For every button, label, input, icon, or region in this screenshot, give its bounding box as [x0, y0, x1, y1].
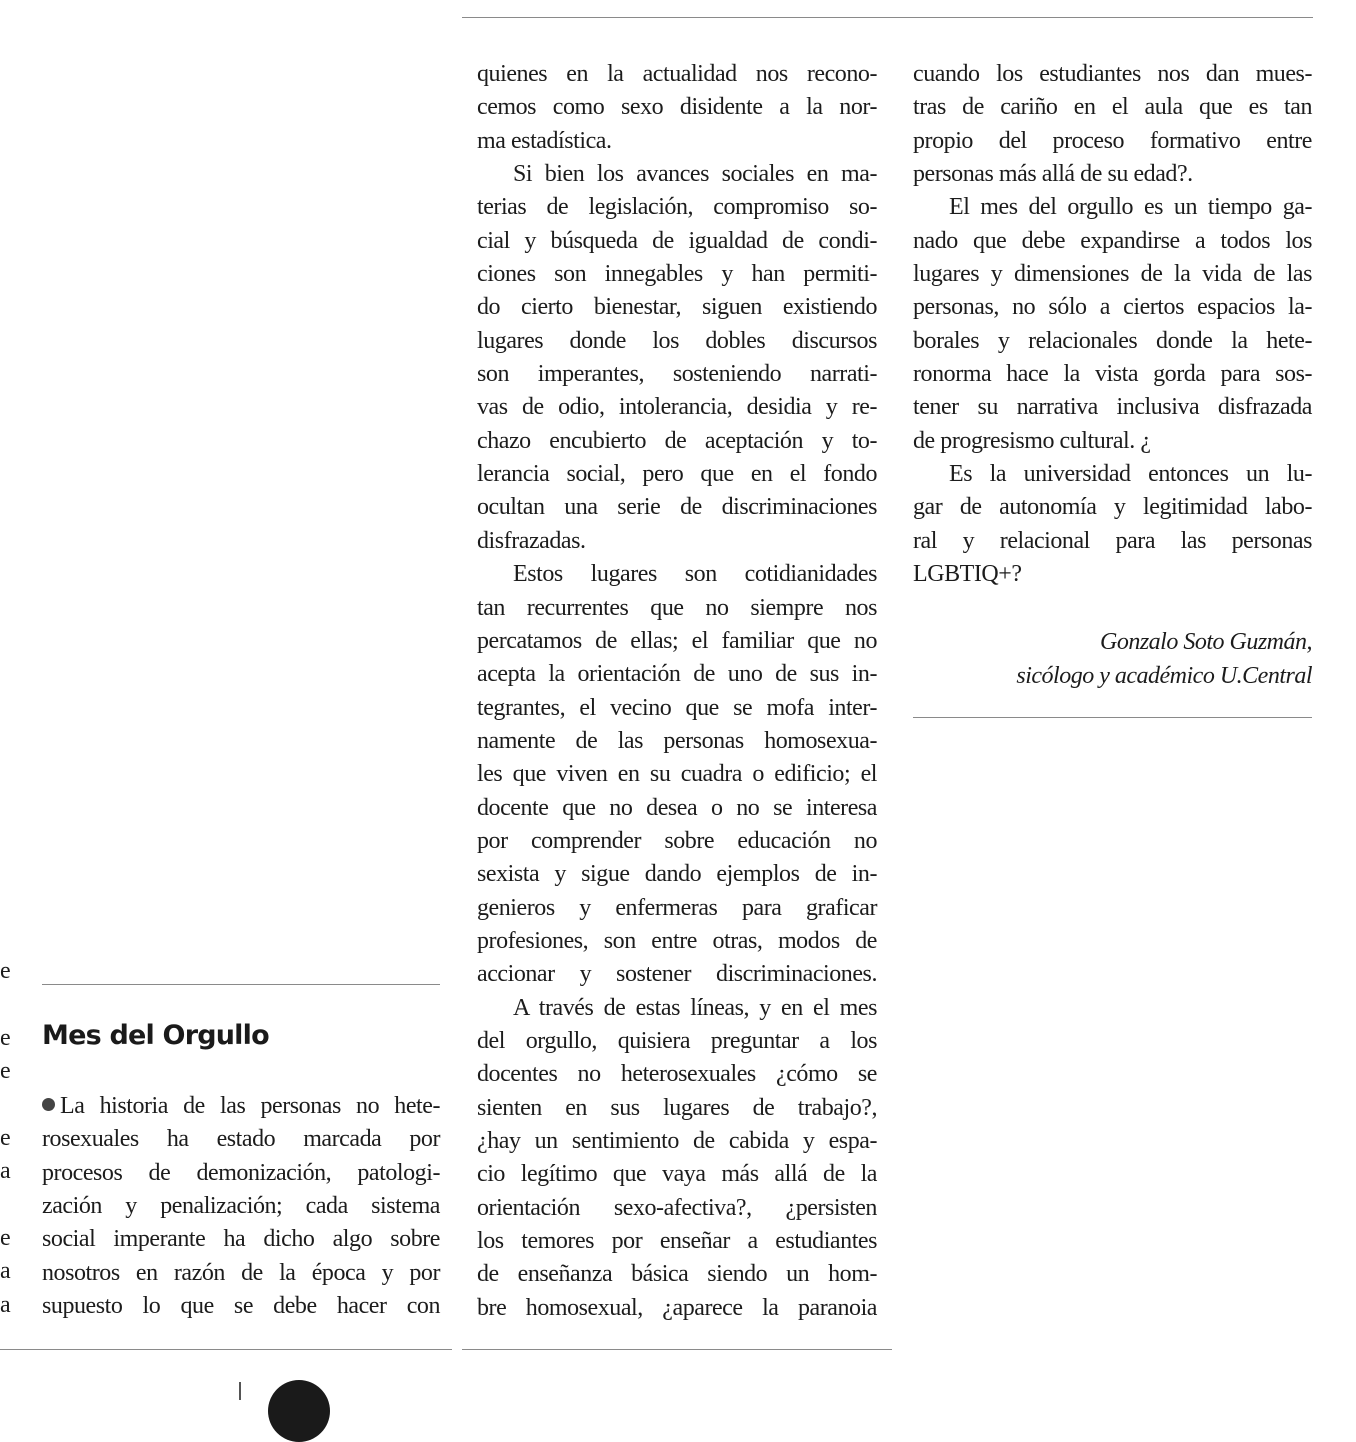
bullet-icon	[42, 1098, 55, 1111]
text-line: El mes del orgullo es un tiempo ga-	[949, 194, 1312, 221]
text-line: disfrazadas.	[477, 527, 586, 554]
text-line: chazo encubierto de aceptación y to-	[477, 427, 877, 454]
text-line: cemos como sexo disidente a la nor-	[477, 94, 877, 121]
text-line: ocultan una serie de discriminaciones	[477, 494, 877, 521]
text-line: ronorma hace la vista gorda para sos-	[913, 361, 1312, 388]
text-line: genieros y enfermeras para graficar	[477, 894, 877, 921]
box-line: rosexuales ha estado marcada por	[42, 1126, 440, 1153]
text-line: vas de odio, intolerancia, desidia y re-	[477, 394, 877, 421]
box-body	[42, 1090, 440, 1323]
text-line: tras de cariño en el aula que es tan	[913, 94, 1312, 121]
box-title: Mes del Orgullo	[42, 1020, 269, 1051]
text-line: de progresismo cultural. ¿	[913, 427, 1151, 454]
clipped-text-fragment: e	[0, 1125, 11, 1151]
text-line: los temores por enseñar a estudiantes	[477, 1228, 877, 1255]
clipped-text-fragment: e	[0, 958, 11, 984]
text-line: cial y búsqueda de igualdad de condi-	[477, 227, 877, 254]
clipped-text-fragment: e	[0, 1225, 11, 1251]
text-line: borales y relacionales donde la hete-	[913, 327, 1312, 354]
text-line: Si bien los avances sociales en ma-	[513, 161, 877, 188]
text-line: lugares donde los dobles discursos	[477, 327, 877, 354]
text-line: acepta la orientación de uno de sus in-	[477, 661, 877, 688]
clipped-text-fragment: a	[0, 1292, 11, 1318]
text-line: do cierto bienestar, siguen existiendo	[477, 294, 877, 321]
box-line: procesos de demonización, patologi-	[42, 1159, 440, 1186]
bottom-rule-left	[0, 1349, 452, 1350]
text-line: tegrantes, el vecino que se mofa inter-	[477, 694, 877, 721]
text-line: personas, no sólo a ciertos espacios la-	[913, 294, 1312, 321]
text-line: personas más allá de su edad?.	[913, 161, 1193, 188]
text-line: ciones son innegables y han permiti-	[477, 261, 877, 288]
text-line: A través de estas líneas, y en el mes	[513, 994, 877, 1021]
text-line: del orgullo, quisiera preguntar a los	[477, 1027, 877, 1054]
avatar	[268, 1380, 330, 1442]
middle-column	[477, 58, 877, 1325]
top-rule	[462, 17, 1313, 18]
box-line: La historia de las personas no hete-	[42, 1090, 440, 1123]
text-line: Es la universidad entonces un lu-	[949, 461, 1312, 488]
text-line: percatamos de ellas; el familiar que no	[477, 627, 877, 654]
text-line: ral y relacional para las personas	[913, 527, 1312, 554]
text-line: LGBTIQ+?	[913, 561, 1022, 588]
text-line: tan recurrentes que no siempre nos	[477, 594, 877, 621]
box-line: social imperante ha dicho algo sobre	[42, 1226, 440, 1253]
text-line: Estos lugares son cotidianidades	[513, 561, 877, 588]
bottom-rule-middle	[462, 1349, 892, 1350]
text-line: cuando los estudiantes nos dan mues-	[913, 61, 1312, 87]
text-line: orientación sexo-afectiva?, ¿persisten	[477, 1194, 877, 1221]
text-line: quienes en la actualidad nos recono-	[477, 61, 877, 87]
box-line: zación y penalización; cada sistema	[42, 1193, 440, 1220]
text-line: cio legítimo que vaya más allá de la	[477, 1161, 877, 1188]
text-line: tener su narrativa inclusiva disfrazada	[913, 394, 1312, 421]
text-line: les que viven en su cuadra o edificio; el	[477, 761, 877, 788]
text-line: ¿hay un sentimiento de cabida y espa-	[477, 1128, 877, 1154]
section-divider	[239, 1382, 241, 1400]
text-line: namente de las personas homosexua-	[477, 727, 877, 754]
text-line: accionar y sostener discriminaciones.	[477, 961, 877, 988]
right-column	[913, 58, 1312, 592]
box-line: supuesto lo que se debe hacer con	[42, 1293, 440, 1320]
text-line: propio del proceso formativo entre	[913, 127, 1312, 154]
text-line: nado que debe expandirse a todos los	[913, 227, 1312, 254]
text-line: de enseñanza básica siendo un hom-	[477, 1261, 877, 1288]
text-line: son imperantes, sosteniendo narrati-	[477, 361, 877, 388]
text-line: por comprender sobre educación no	[477, 827, 877, 854]
text-line: ma estadística.	[477, 127, 612, 154]
text-line: terias de legislación, compromiso so-	[477, 194, 877, 221]
text-line: sienten en sus lugares de trabajo?,	[477, 1094, 877, 1121]
text-line: lugares y dimensiones de la vida de las	[913, 261, 1312, 288]
box-top-rule	[42, 984, 440, 985]
clipped-text-fragment: e	[0, 1058, 11, 1084]
box-line: nosotros en razón de la época y por	[42, 1259, 440, 1286]
text-line: profesiones, son entre otras, modos de	[477, 927, 877, 954]
clipped-text-fragment: e	[0, 1025, 11, 1051]
text-line: lerancia social, pero que en el fondo	[477, 461, 877, 488]
signature-rule	[913, 717, 1312, 718]
clipped-text-fragment: a	[0, 1158, 11, 1184]
author-role: sicólogo y académico U.Central	[1016, 663, 1312, 689]
author-signature	[913, 625, 1312, 693]
text-line: sexista y sigue dando ejemplos de in-	[477, 861, 877, 888]
clipped-text-fragment: a	[0, 1258, 11, 1284]
text-line: docente que no desea o no se interesa	[477, 794, 877, 821]
author-name: Gonzalo Soto Guzmán,	[1099, 629, 1312, 655]
text-line: gar de autonomía y legitimidad labo-	[913, 494, 1312, 521]
text-line: bre homosexual, ¿aparece la paranoia	[477, 1294, 877, 1321]
text-line: docentes no heterosexuales ¿cómo se	[477, 1061, 877, 1088]
